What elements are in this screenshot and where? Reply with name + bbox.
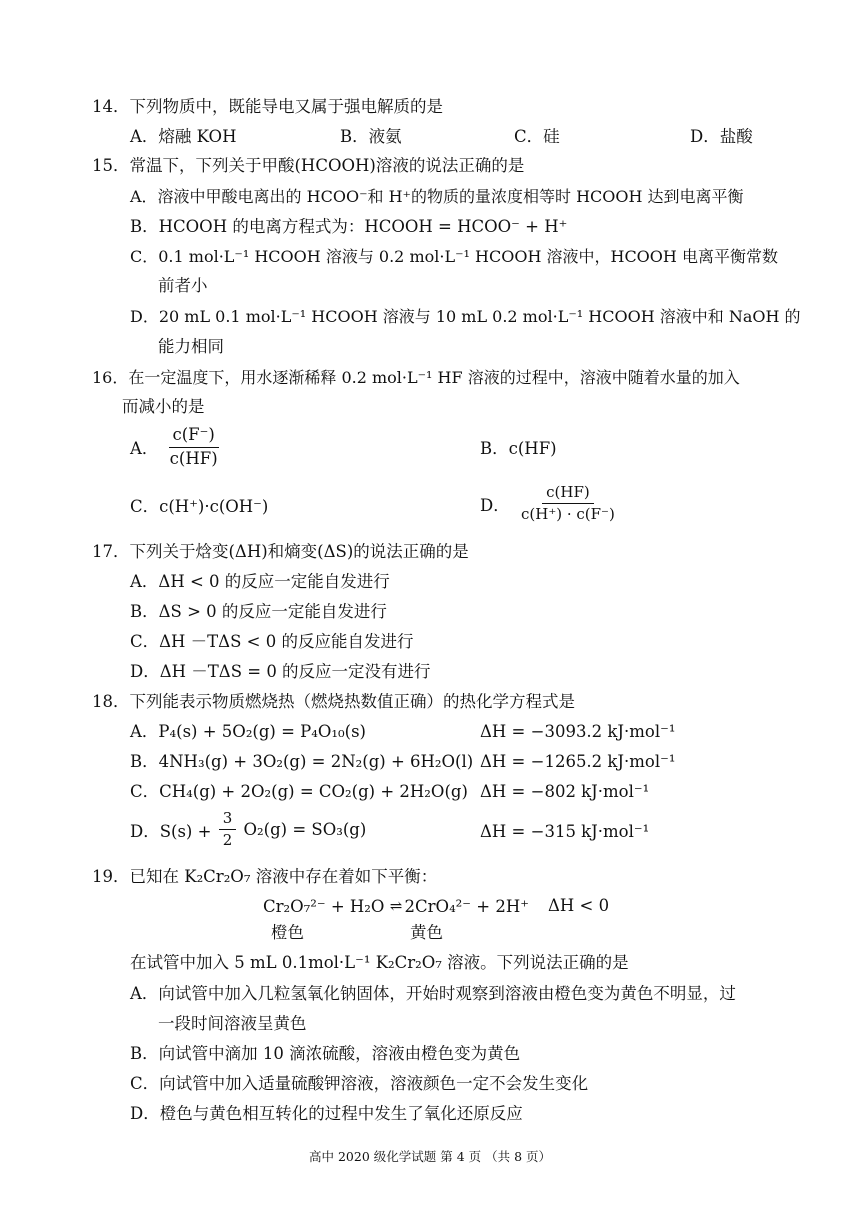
q16-option-a-fraction [166, 426, 222, 469]
q16-option-d-denominator: c(H⁺) · c(F⁻) [520, 505, 615, 524]
q19-option-b: B．向试管中滴加 10 滴浓硫酸，溶液由橙色变为黄色 [130, 1044, 521, 1063]
q14-option-c: C．硅 [514, 127, 560, 146]
q15-option-b: B．HCOOH 的电离方程式为：HCOOH = HCOO⁻ + H⁺ [130, 217, 568, 236]
q14-stem: 14．下列物质中，既能导电又属于强电解质的是 [92, 97, 443, 116]
q16-stem-line1: 16．在一定温度下，用水逐渐稀释 0.2 mol·L⁻¹ HF 溶液的过程中，溶液中随着水量的加入 [92, 368, 740, 387]
q19-color-orange-label: 橙色 [271, 923, 304, 942]
q16-option-c: C．c(H⁺)·c(OH⁻) [130, 497, 269, 516]
q14-option-d: D．盐酸 [690, 127, 753, 146]
q18-option-a-enthalpy: ΔH = −3093.2 kJ·mol⁻¹ [480, 722, 676, 741]
q14-option-a: A．熔融 KOH [130, 127, 237, 146]
q19-option-a-line2: 一段时间溶液呈黄色 [158, 1014, 307, 1033]
q16-option-a-numerator: c(F⁻) [169, 426, 219, 448]
q18-option-d-equation [130, 810, 366, 850]
q18-stem: 18．下列能表示物质燃烧热（燃烧热数值正确）的热化学方程式是 [92, 692, 575, 711]
q15-option-c-line1: C．0.1 mol·L⁻¹ HCOOH 溶液与 0.2 mol·L⁻¹ HCOOH 溶液中，HCOOH 电离平衡常数 [130, 247, 778, 266]
q18-option-d-enthalpy: ΔH = −315 kJ·mol⁻¹ [480, 822, 650, 841]
q15-option-d-line2: 能力相同 [158, 337, 224, 356]
q15-option-a: A．溶液中甲酸电离出的 HCOO⁻和 H⁺的物质的量浓度相等时 HCOOH 达到电离平衡 [130, 187, 744, 206]
q19-option-d: D．橙色与黄色相互转化的过程中发生了氧化还原反应 [130, 1104, 523, 1123]
q19-option-a-line1: A．向试管中加入几粒氢氧化钠固体，开始时观察到溶液由橙色变为黄色不明显，过 [130, 984, 736, 1003]
page-footer: 高中 2020 级化学试题 第 4 页 （共 8 页） [308, 1149, 551, 1164]
q17-option-a: A．ΔH < 0 的反应一定能自发进行 [130, 572, 390, 591]
q18-option-b-equation: B．4NH₃(g) + 3O₂(g) = 2N₂(g) + 6H₂O(l) [130, 752, 474, 771]
q18-option-d-numerator: 3 [219, 810, 237, 830]
q16-option-b: B．c(HF) [480, 439, 557, 458]
q16-option-a-label: A． [130, 439, 159, 459]
q16-stem-line2: 而减小的是 [122, 397, 205, 416]
q16-option-a-denominator: c(HF) [169, 448, 218, 468]
q18-option-d-fraction [219, 810, 237, 850]
q19-setup: 在试管中加入 5 mL 0.1mol·L⁻¹ K₂Cr₂O₇ 溶液。下列说法正确的是 [130, 953, 629, 972]
q19-color-yellow-label: 黄色 [410, 923, 443, 942]
q18-option-c-equation: C．CH₄(g) + 2O₂(g) = CO₂(g) + 2H₂O(g) [130, 782, 468, 801]
q15-option-d-line1: D．20 mL 0.1 mol·L⁻¹ HCOOH 溶液与 10 mL 0.2 mol·L⁻¹ HCOOH 溶液中和 NaOH 的 [130, 307, 801, 326]
q15-option-c-line2: 前者小 [158, 276, 208, 295]
q16-option-d [480, 484, 621, 524]
q19-equilibrium-equation [263, 895, 529, 918]
q18-option-d-prefix: D．S(s) + [130, 821, 212, 841]
q19-equation-right: 2CrO₄²⁻ + 2H⁺ [404, 897, 529, 916]
q16-option-d-fraction [517, 484, 619, 524]
q17-stem: 17．下列关于焓变(ΔH)和熵变(ΔS)的说法正确的是 [92, 542, 469, 561]
q17-option-d: D．ΔH －TΔS = 0 的反应一定没有进行 [130, 662, 431, 681]
equilibrium-arrow-icon: ⇌ [389, 897, 400, 915]
q14-option-b: B．液氨 [340, 127, 402, 146]
q18-option-b-enthalpy: ΔH = −1265.2 kJ·mol⁻¹ [480, 752, 676, 771]
q16-option-d-label: D． [480, 495, 510, 515]
q15-stem: 15．常温下，下列关于甲酸(HCOOH)溶液的说法正确的是 [92, 156, 525, 175]
q18-option-a-equation: A．P₄(s) + 5O₂(g) = P₄O₁₀(s) [130, 722, 366, 741]
q19-option-c: C．向试管中加入适量硫酸钾溶液，溶液颜色一定不会发生变化 [130, 1074, 589, 1093]
q18-option-d-suffix: O₂(g) = SO₃(g) [243, 820, 367, 840]
q16-option-a [130, 426, 224, 469]
q19-equation-enthalpy: ΔH < 0 [548, 896, 610, 915]
q16-option-d-numerator: c(HF) [542, 484, 594, 504]
q19-equation-left: Cr₂O₇²⁻ + H₂O [263, 897, 385, 916]
q17-option-b: B．ΔS > 0 的反应一定能自发进行 [130, 602, 387, 621]
q18-option-d-denominator: 2 [222, 831, 233, 850]
q18-option-c-enthalpy: ΔH = −802 kJ·mol⁻¹ [480, 782, 650, 801]
q17-option-c: C．ΔH －TΔS < 0 的反应能自发进行 [130, 632, 414, 651]
q19-stem: 19．已知在 K₂Cr₂O₇ 溶液中存在着如下平衡： [92, 867, 438, 886]
